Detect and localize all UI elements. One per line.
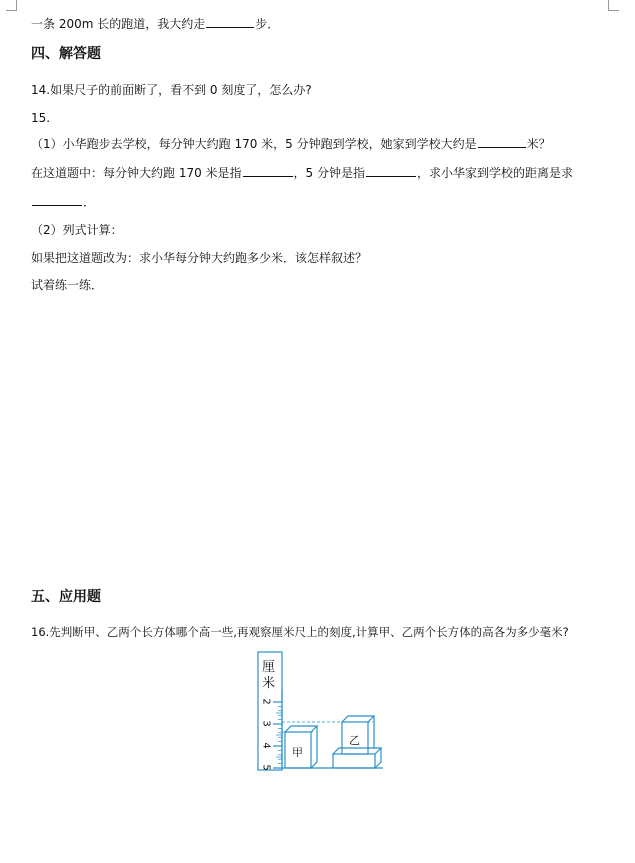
- answer-blank[interactable]: [32, 194, 82, 206]
- ruler-tick-label: 4: [260, 742, 272, 749]
- q15-part1-pre: （1）小华跑步去学校，每分钟大约跑 170 米，5 分钟跑到学校，她家到学校大约是: [31, 137, 477, 151]
- page-corner-mark-left: [6, 0, 17, 11]
- ruler-tick-label: 5: [260, 764, 272, 771]
- ruler-tick-label: 2: [260, 698, 272, 705]
- answer-blank[interactable]: [206, 16, 254, 28]
- box-a-label: 甲: [292, 746, 303, 759]
- box-b-base: [333, 754, 375, 768]
- question-16: 16.先判断甲、乙两个长方体哪个高一些,再观察厘米尺上的刻度,计算甲、乙两个长方体的高各为多少毫米?: [31, 625, 569, 639]
- q15-part1-post: 米？: [526, 137, 551, 151]
- q15-explain-end: ．: [83, 195, 96, 209]
- question-14: 14.如果尺子的前面断了，看不到 0 刻度了，怎么办?: [31, 83, 312, 97]
- question-15-explanation: [31, 165, 573, 181]
- q15-explain-post: ，求小华家到学校的距离是求: [417, 166, 574, 180]
- question-15-explanation-end: [31, 194, 95, 210]
- section-4-heading: 四、解答题: [31, 46, 101, 62]
- question-13-line: [31, 16, 279, 32]
- q15-explain-pre: 在这道题中：每分钟大约跑 170 米是指: [31, 166, 242, 180]
- ruler-label-mi: 米: [262, 676, 276, 691]
- ruler-label-li: 厘: [262, 660, 276, 675]
- question-15-part-1: [31, 136, 551, 152]
- question-15-change: 如果把这道题改为：求小华每分钟大约跑多少米．该怎样叙述？: [31, 251, 368, 265]
- ruler-minor-ticks: [276, 706, 282, 763]
- ruler-tick-label: 3: [260, 720, 272, 727]
- ruler-boxes-figure: [253, 650, 393, 775]
- answer-blank[interactable]: [243, 165, 293, 177]
- page-corner-mark-right: [608, 0, 619, 11]
- question-15-practice: 试着练一练．: [31, 278, 104, 292]
- answer-blank[interactable]: [478, 136, 526, 148]
- box-b-label: 乙: [349, 734, 360, 747]
- box-b-base-depth: [333, 748, 381, 768]
- question-15-number: 15.: [31, 111, 51, 125]
- answer-blank[interactable]: [366, 165, 416, 177]
- question-15-part-2: （2）列式计算：: [31, 223, 123, 237]
- section-5-heading: 五、应用题: [31, 589, 101, 605]
- q13-text-post: 步．: [255, 17, 280, 31]
- q13-text-pre: 一条 200m 长的跑道，我大约走: [31, 17, 206, 31]
- q15-explain-mid: ，5 分钟是指: [293, 166, 365, 180]
